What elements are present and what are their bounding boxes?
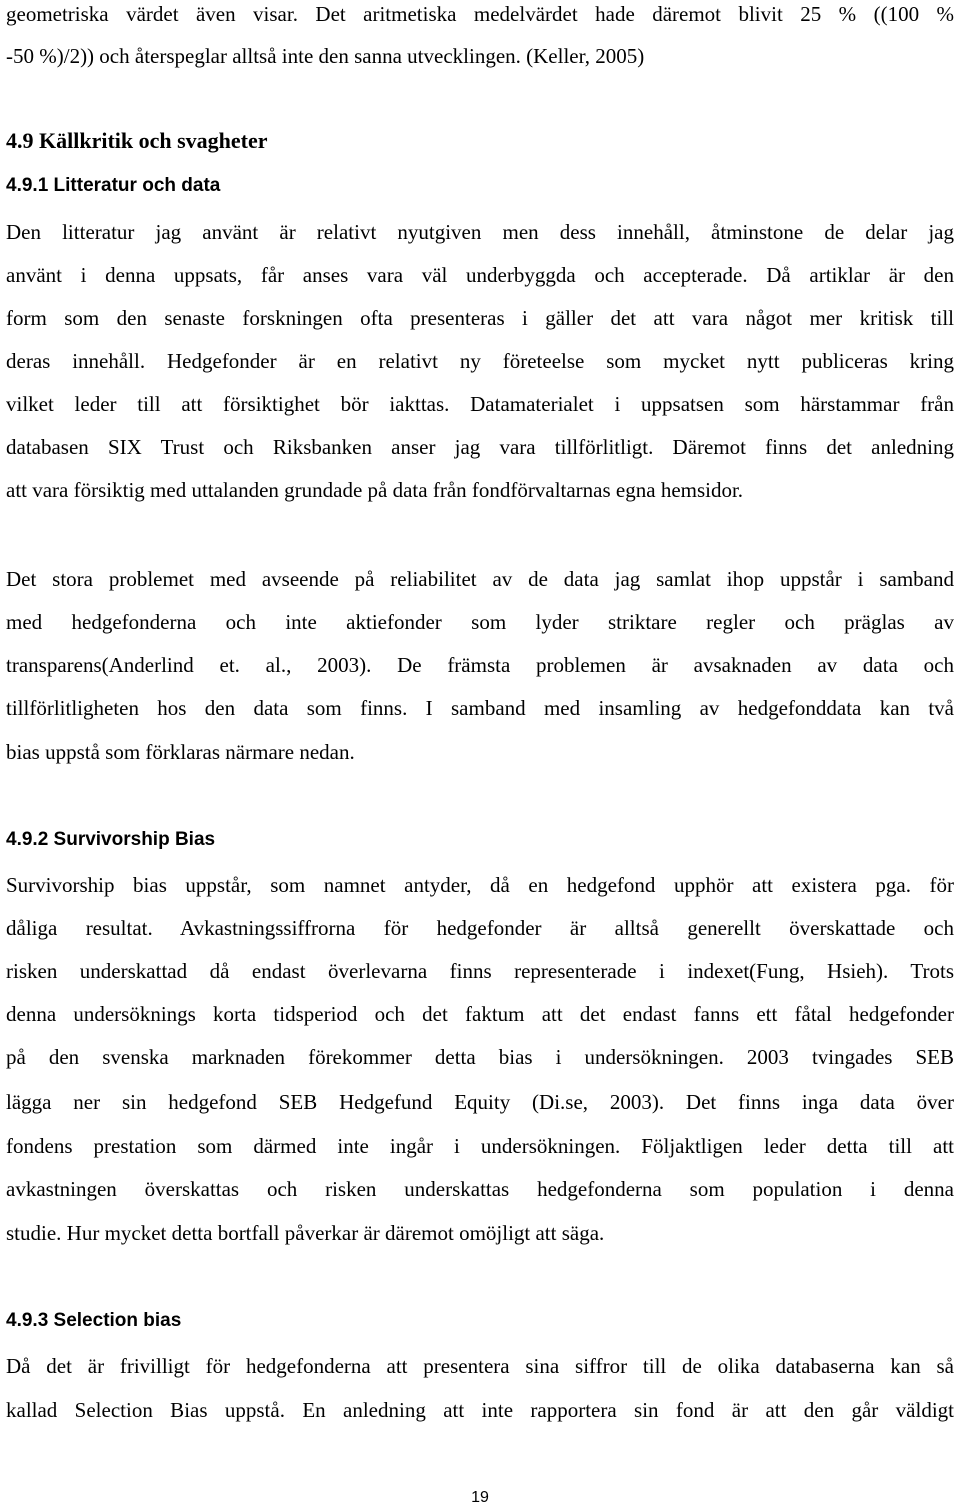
paragraph-line: att vara försiktig med uttalanden grundade på data från fondförvaltarnas egna hemsidor. (6, 478, 744, 502)
paragraph-line: databasen SIX Trust och Riksbanken anser jag vara tillförlitligt. Däremot finns det anledning (6, 435, 954, 459)
paragraph-line: vilket leder till att försiktighet bör iakttas. Datamaterialet i uppsatsen som härstammar från (6, 392, 954, 416)
paragraph-line: studie. Hur mycket detta bortfall påverkar är däremot omöjligt att säga. (6, 1221, 605, 1245)
paragraph-line: kallad Selection Bias uppstå. En anledning att inte rapportera sin fond är att den går väldigt (6, 1398, 954, 1422)
paragraph-line: deras innehåll. Hedgefonder är en relativt ny företeelse som mycket nytt publiceras kring (6, 349, 954, 373)
paragraph-line: form som den senaste forskningen ofta presenteras i gäller det att vara något mer kritisk till (6, 306, 954, 330)
paragraph-line: denna undersöknings korta tidsperiod och det faktum att det endast fanns ett fåtal hedgefonder (6, 1002, 954, 1026)
paragraph-line: risken underskattad då endast överlevarna finns representerade i indexet(Fung, Hsieh). Trots (6, 959, 954, 983)
paragraph-line: på den svenska marknaden förekommer detta bias i undersökningen. 2003 tvingades SEB (6, 1045, 954, 1069)
paragraph-line: dåliga resultat. Avkastningssiffrorna för hedgefonder är alltså generellt överskattade och (6, 916, 954, 940)
section-heading-4-9-1: 4.9.1 Litteratur och data (6, 175, 221, 196)
section-heading-4-9-2: 4.9.2 Survivorship Bias (6, 829, 216, 850)
page-number: 19 (471, 1489, 489, 1506)
paragraph-line: Den litteratur jag använt är relativt nyutgiven men dess innehåll, åtminstone de delar jag (6, 220, 954, 244)
paragraph-line: transparens(Anderlind et. al., 2003). De främsta problemen är avsaknaden av data och (6, 653, 954, 677)
paragraph-line: tillförlitligheten hos den data som finns. I samband med insamling av hedgefonddata kan två (6, 696, 954, 720)
paragraph-line: avkastningen överskattas och risken underskattas hedgefonderna som population i denna (6, 1177, 954, 1201)
paragraph-line: Då det är frivilligt för hedgefonderna att presentera sina siffror till de olika databaserna kan så (6, 1354, 954, 1378)
paragraph-line: Det stora problemet med avseende på reliabilitet av de data jag samlat ihop uppstår i samband (6, 567, 954, 591)
paragraph-line: använt i denna uppsats, får anses vara väl underbyggda och accepterade. Då artiklar är den (6, 263, 954, 287)
paragraph-line: Survivorship bias uppstår, som namnet antyder, då en hedgefond upphör att existera pga. för (6, 873, 954, 897)
paragraph-line: bias uppstå som förklaras närmare nedan. (6, 740, 355, 764)
paragraph-line: med hedgefonderna och inte aktiefonder som lyder striktare regler och präglas av (6, 610, 954, 634)
continuation-line: -50 %)/2)) och återspeglar alltså inte den sanna utvecklingen. (Keller, 2005) (6, 44, 645, 68)
continuation-line: geometriska värdet även visar. Det aritmetiska medelvärdet hade däremot blivit 25 % ((100 % (6, 2, 954, 26)
paragraph-line: lägga ner sin hedgefond SEB Hedgefund Equity (Di.se, 2003). Det finns inga data över (6, 1090, 954, 1114)
section-heading-4-9-3: 4.9.3 Selection bias (6, 1310, 182, 1331)
paragraph-line: fondens prestation som därmed inte ingår i undersökningen. Följaktligen leder detta till att (6, 1134, 954, 1158)
section-heading-4-9: 4.9 Källkritik och svagheter (6, 128, 268, 153)
